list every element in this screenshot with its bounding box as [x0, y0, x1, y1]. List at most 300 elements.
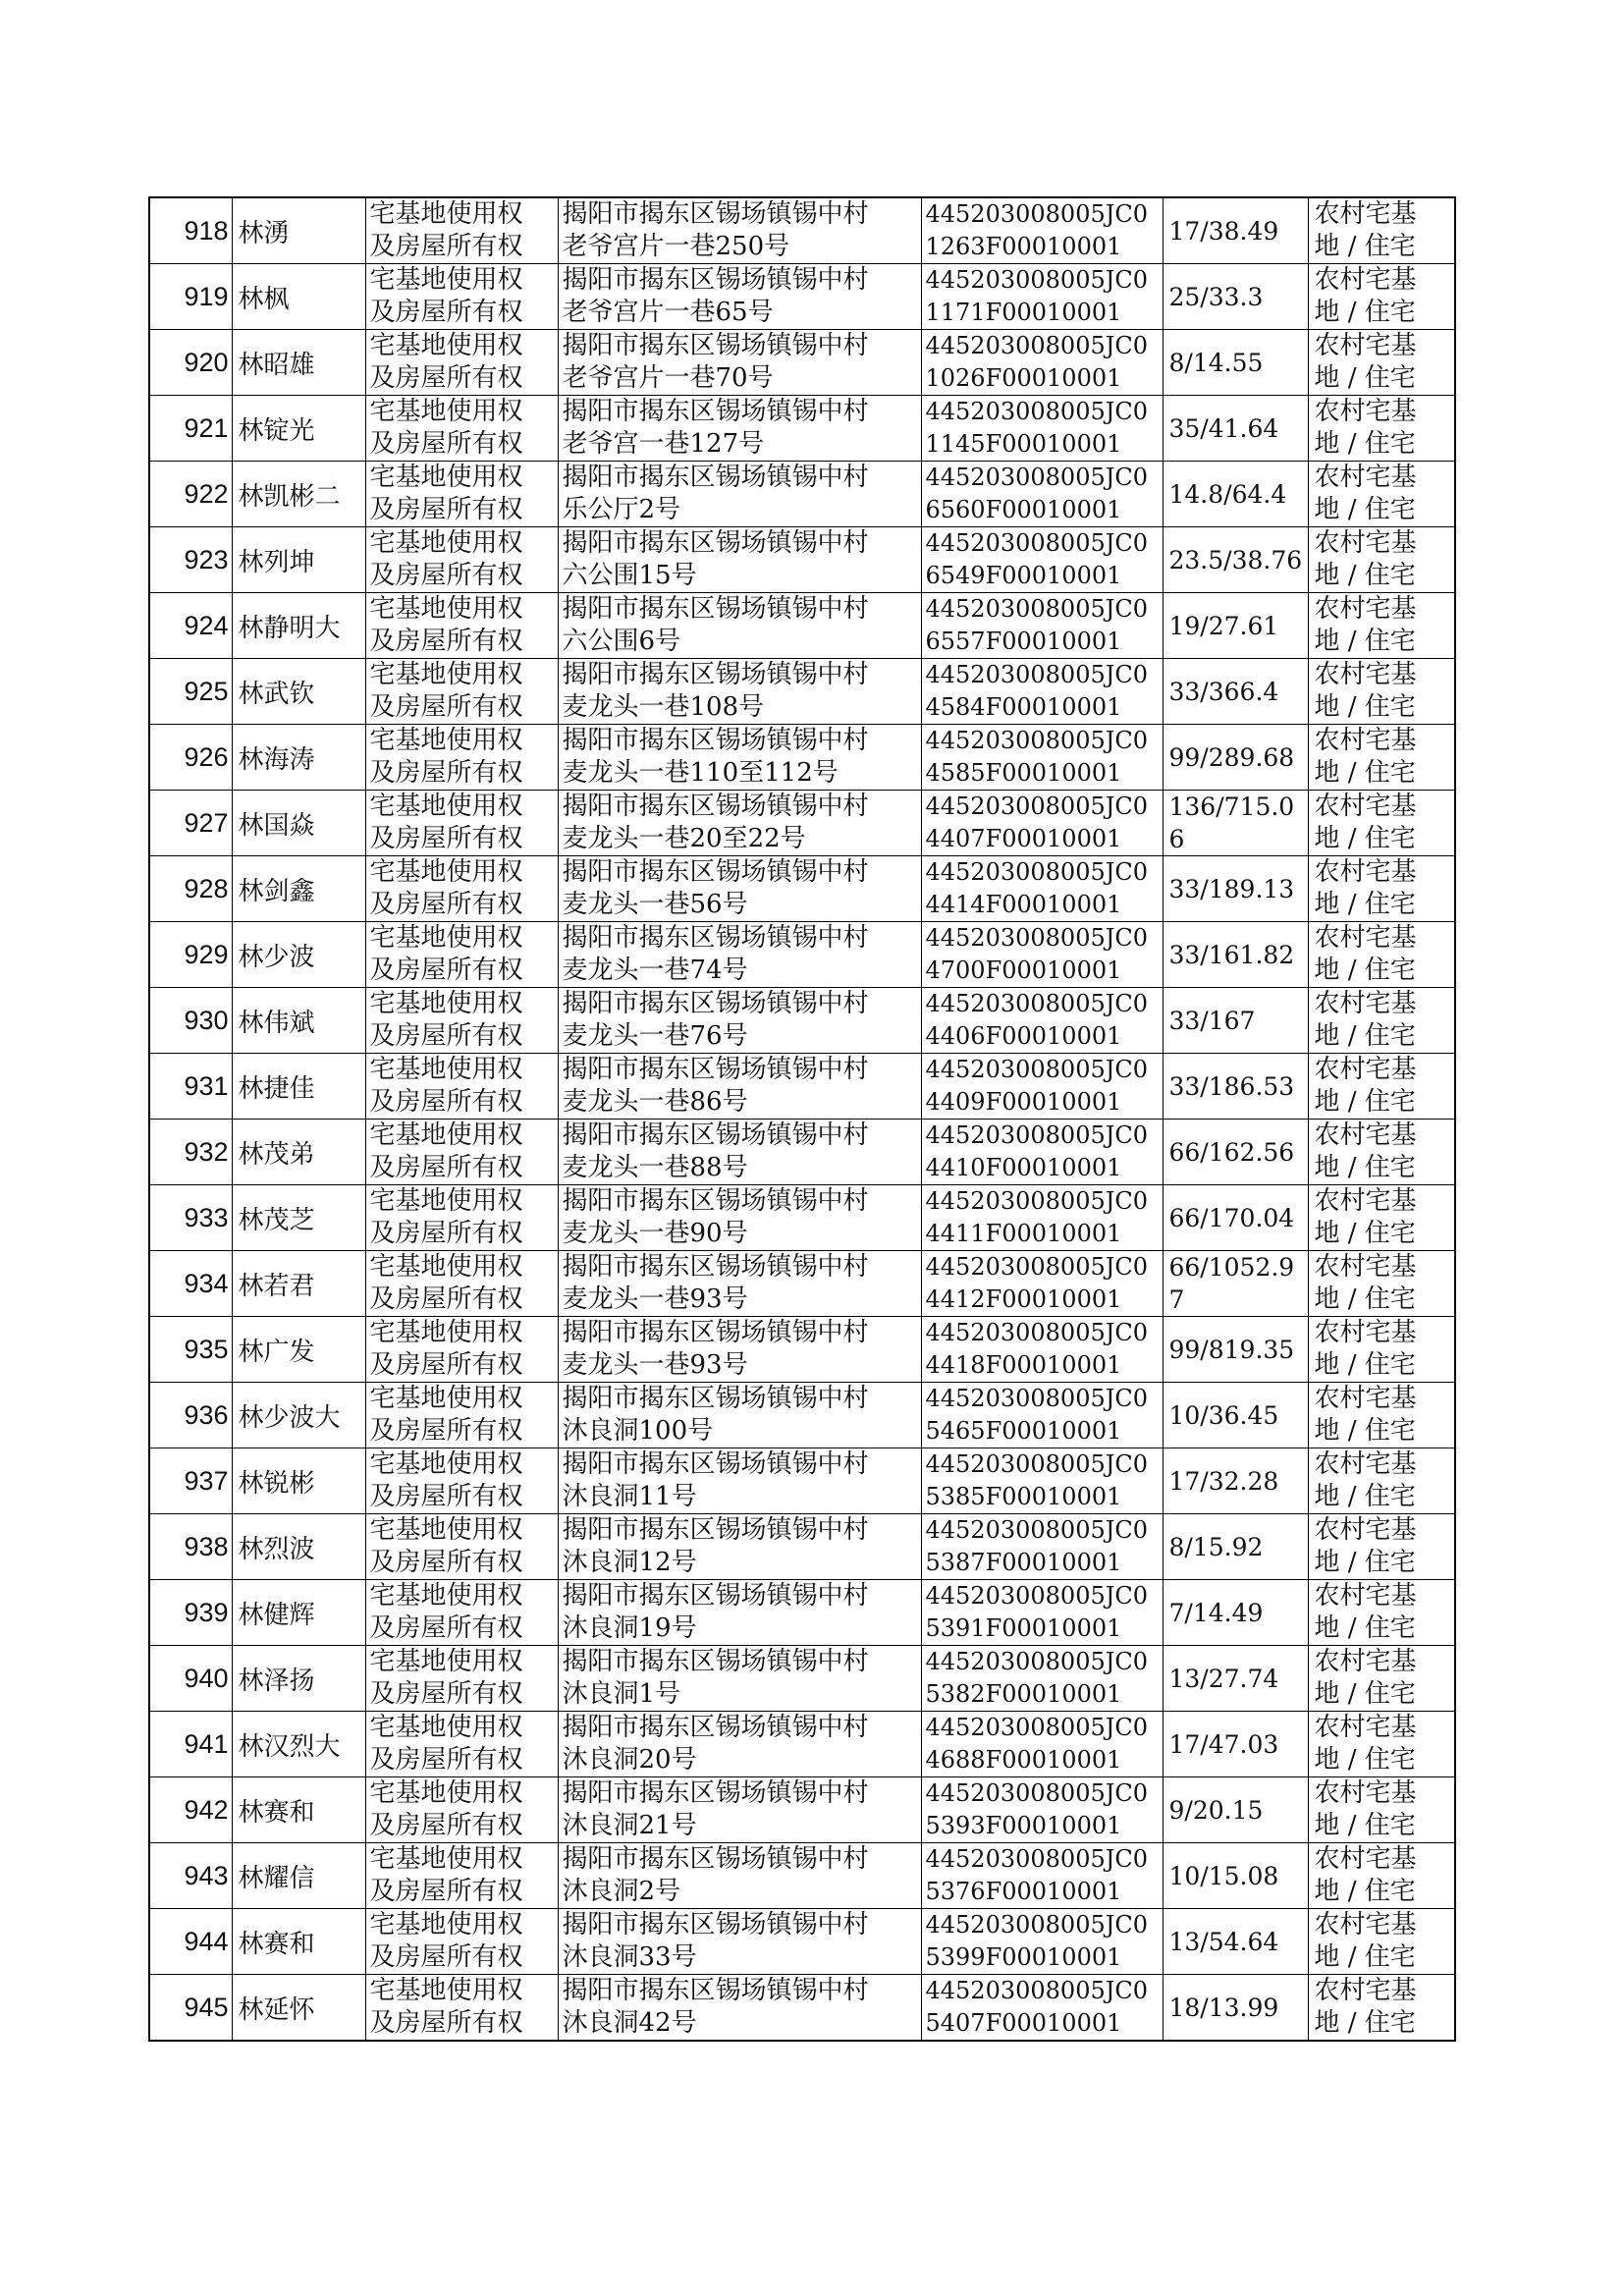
table-row — [149, 791, 1455, 856]
right-type — [365, 197, 558, 264]
land-use — [1308, 1646, 1455, 1712]
location-line: 揭阳市揭东区锡场镇锡中村 — [562, 792, 869, 821]
right-type-line: 宅基地使用权 — [369, 792, 523, 821]
area-value: 66/170.04 — [1163, 1185, 1308, 1251]
property-location — [558, 1317, 921, 1383]
area-value: 33/167 — [1163, 988, 1308, 1054]
row-number: 936 — [149, 1383, 232, 1448]
unit-code: 445203008005JC04584F00010001 — [921, 659, 1163, 725]
location-line: 揭阳市揭东区锡场镇锡中村 — [562, 1713, 869, 1742]
right-type-line: 及房屋所有权 — [369, 2008, 523, 2038]
land-use-line: 地 / 住宅 — [1314, 1942, 1416, 1972]
land-use-line: 地 / 住宅 — [1314, 232, 1416, 261]
land-use — [1308, 1909, 1455, 1975]
area-value: 17/47.03 — [1163, 1712, 1308, 1777]
owner-name: 林茂芝 — [232, 1185, 365, 1251]
right-type — [365, 1383, 558, 1448]
unit-code: 445203008005JC06560F00010001 — [921, 462, 1163, 527]
row-number: 931 — [149, 1054, 232, 1120]
property-location — [558, 527, 921, 593]
land-use-line: 农村宅基 — [1314, 1778, 1417, 1808]
unit-code: 445203008005JC04411F00010001 — [921, 1185, 1163, 1251]
owner-name: 林湧 — [232, 197, 365, 264]
location-line: 沐良洞20号 — [562, 1745, 697, 1775]
property-location — [558, 1120, 921, 1185]
row-number: 944 — [149, 1909, 232, 1975]
property-location — [558, 593, 921, 659]
area-value: 99/819.35 — [1163, 1317, 1308, 1383]
land-use-line: 农村宅基 — [1314, 726, 1417, 755]
right-type — [365, 527, 558, 593]
right-type — [365, 396, 558, 462]
property-location — [558, 264, 921, 330]
location-line: 揭阳市揭东区锡场镇锡中村 — [562, 1384, 869, 1413]
property-location — [558, 725, 921, 791]
right-type-line: 及房屋所有权 — [369, 627, 523, 656]
right-type — [365, 659, 558, 725]
location-line: 揭阳市揭东区锡场镇锡中村 — [562, 1055, 869, 1084]
land-use — [1308, 922, 1455, 988]
land-use — [1308, 1317, 1455, 1383]
table-row — [149, 1317, 1455, 1383]
owner-name: 林枫 — [232, 264, 365, 330]
property-location — [558, 1975, 921, 2042]
location-line: 揭阳市揭东区锡场镇锡中村 — [562, 1515, 869, 1545]
land-use — [1308, 856, 1455, 922]
property-location — [558, 1580, 921, 1646]
unit-code: 445203008005JC04412F00010001 — [921, 1251, 1163, 1317]
land-use — [1308, 527, 1455, 593]
right-type — [365, 1580, 558, 1646]
land-use — [1308, 1580, 1455, 1646]
property-location — [558, 1646, 921, 1712]
unit-code: 445203008005JC05376F00010001 — [921, 1843, 1163, 1909]
owner-name: 林列坤 — [232, 527, 365, 593]
land-use-line: 农村宅基 — [1314, 1581, 1417, 1611]
owner-name: 林健辉 — [232, 1580, 365, 1646]
area-value: 33/186.53 — [1163, 1054, 1308, 1120]
right-type-line: 及房屋所有权 — [369, 890, 523, 919]
right-type-line: 宅基地使用权 — [369, 989, 523, 1018]
location-line: 揭阳市揭东区锡场镇锡中村 — [562, 199, 869, 229]
row-number: 940 — [149, 1646, 232, 1712]
land-use-line: 农村宅基 — [1314, 923, 1417, 953]
land-use-line: 农村宅基 — [1314, 1120, 1417, 1150]
property-location — [558, 1054, 921, 1120]
row-number: 926 — [149, 725, 232, 791]
land-use-line: 农村宅基 — [1314, 1384, 1417, 1413]
location-line: 揭阳市揭东区锡场镇锡中村 — [562, 463, 869, 492]
land-use-line: 农村宅基 — [1314, 1318, 1417, 1347]
location-line: 揭阳市揭东区锡场镇锡中村 — [562, 265, 869, 295]
unit-code: 445203008005JC04585F00010001 — [921, 725, 1163, 791]
location-line: 揭阳市揭东区锡场镇锡中村 — [562, 1647, 869, 1676]
row-number: 928 — [149, 856, 232, 922]
unit-code: 445203008005JC04410F00010001 — [921, 1120, 1163, 1185]
right-type-line: 及房屋所有权 — [369, 824, 523, 853]
land-use-line: 地 / 住宅 — [1314, 1284, 1416, 1314]
owner-name: 林少波 — [232, 922, 365, 988]
table-row — [149, 1120, 1455, 1185]
property-location — [558, 1448, 921, 1514]
land-use-line: 农村宅基 — [1314, 1713, 1417, 1742]
land-use — [1308, 1975, 1455, 2042]
location-line: 沐良洞12号 — [562, 1548, 697, 1577]
owner-name: 林汉烈大 — [232, 1712, 365, 1777]
location-line: 揭阳市揭东区锡场镇锡中村 — [562, 594, 869, 624]
right-type-line: 宅基地使用权 — [369, 1581, 523, 1611]
area-value: 13/27.74 — [1163, 1646, 1308, 1712]
location-line: 麦龙头一巷108号 — [562, 692, 765, 722]
land-use-line: 地 / 住宅 — [1314, 1482, 1416, 1511]
right-type-line: 及房屋所有权 — [369, 1284, 523, 1314]
unit-code: 445203008005JC04688F00010001 — [921, 1712, 1163, 1777]
land-use-line: 地 / 住宅 — [1314, 298, 1416, 327]
owner-name: 林泽扬 — [232, 1646, 365, 1712]
right-type — [365, 856, 558, 922]
property-location — [558, 1185, 921, 1251]
right-type-line: 及房屋所有权 — [369, 1087, 523, 1117]
right-type-line: 及房屋所有权 — [369, 1942, 523, 1972]
row-number: 923 — [149, 527, 232, 593]
property-location — [558, 1514, 921, 1580]
row-number: 929 — [149, 922, 232, 988]
table-row — [149, 1712, 1455, 1777]
land-use-line: 农村宅基 — [1314, 397, 1417, 426]
right-type-line: 宅基地使用权 — [369, 1976, 523, 2005]
table-row — [149, 1514, 1455, 1580]
land-use-line: 地 / 住宅 — [1314, 956, 1416, 985]
right-type — [365, 462, 558, 527]
land-use-line: 农村宅基 — [1314, 265, 1417, 295]
land-use-line: 地 / 住宅 — [1314, 1548, 1416, 1577]
property-location — [558, 856, 921, 922]
location-line: 揭阳市揭东区锡场镇锡中村 — [562, 331, 869, 360]
unit-code: 445203008005JC05391F00010001 — [921, 1580, 1163, 1646]
table-row — [149, 856, 1455, 922]
land-use-line: 地 / 住宅 — [1314, 1745, 1416, 1775]
right-type — [365, 1317, 558, 1383]
owner-name: 林延怀 — [232, 1975, 365, 2042]
right-type-line: 宅基地使用权 — [369, 1318, 523, 1347]
row-number: 939 — [149, 1580, 232, 1646]
land-use-line: 农村宅基 — [1314, 1449, 1417, 1479]
property-location — [558, 922, 921, 988]
owner-name: 林少波大 — [232, 1383, 365, 1448]
owner-name: 林锭光 — [232, 396, 365, 462]
location-line: 乐公厅2号 — [562, 495, 681, 524]
land-use — [1308, 1448, 1455, 1514]
location-line: 老爷宫一巷127号 — [562, 429, 765, 459]
table-row — [149, 462, 1455, 527]
unit-code: 445203008005JC06549F00010001 — [921, 527, 1163, 593]
property-location — [558, 1383, 921, 1448]
owner-name: 林剑鑫 — [232, 856, 365, 922]
row-number: 927 — [149, 791, 232, 856]
right-type-line: 宅基地使用权 — [369, 923, 523, 953]
row-number: 941 — [149, 1712, 232, 1777]
right-type-line: 宅基地使用权 — [369, 726, 523, 755]
owner-name: 林耀信 — [232, 1843, 365, 1909]
land-use — [1308, 1712, 1455, 1777]
right-type-line: 宅基地使用权 — [369, 265, 523, 295]
area-value: 17/32.28 — [1163, 1448, 1308, 1514]
land-use-line: 农村宅基 — [1314, 528, 1417, 558]
land-use — [1308, 1120, 1455, 1185]
owner-name: 林锐彬 — [232, 1448, 365, 1514]
location-line: 揭阳市揭东区锡场镇锡中村 — [562, 1910, 869, 1940]
property-location — [558, 396, 921, 462]
area-value: 33/189.13 — [1163, 856, 1308, 922]
right-type-line: 宅基地使用权 — [369, 1186, 523, 1216]
property-location — [558, 1777, 921, 1843]
row-number: 922 — [149, 462, 232, 527]
right-type — [365, 1712, 558, 1777]
area-value: 23.5/38.76 — [1163, 527, 1308, 593]
location-line: 麦龙头一巷93号 — [562, 1284, 748, 1314]
table-row — [149, 1448, 1455, 1514]
table-row — [149, 988, 1455, 1054]
area-value: 33/161.82 — [1163, 922, 1308, 988]
land-use — [1308, 791, 1455, 856]
owner-name: 林凯彬二 — [232, 462, 365, 527]
land-use — [1308, 396, 1455, 462]
unit-code: 445203008005JC01145F00010001 — [921, 396, 1163, 462]
row-number: 930 — [149, 988, 232, 1054]
unit-code: 445203008005JC05407F00010001 — [921, 1975, 1163, 2042]
land-use — [1308, 1251, 1455, 1317]
location-line: 麦龙头一巷90号 — [562, 1219, 748, 1248]
owner-name: 林武钦 — [232, 659, 365, 725]
owner-name: 林捷佳 — [232, 1054, 365, 1120]
property-location — [558, 988, 921, 1054]
land-use-line: 地 / 住宅 — [1314, 495, 1416, 524]
table-row — [149, 1251, 1455, 1317]
land-use-line: 农村宅基 — [1314, 1055, 1417, 1084]
land-use-line: 地 / 住宅 — [1314, 1153, 1416, 1182]
area-value: 33/366.4 — [1163, 659, 1308, 725]
location-line: 六公围15号 — [562, 561, 697, 590]
land-use — [1308, 1843, 1455, 1909]
location-line: 麦龙头一巷93号 — [562, 1350, 748, 1380]
land-use-line: 农村宅基 — [1314, 1976, 1417, 2005]
location-line: 麦龙头一巷56号 — [562, 890, 748, 919]
land-use — [1308, 593, 1455, 659]
table-row — [149, 527, 1455, 593]
property-location — [558, 1712, 921, 1777]
right-type-line: 及房屋所有权 — [369, 1153, 523, 1182]
land-use-line: 地 / 住宅 — [1314, 890, 1416, 919]
right-type-line: 宅基地使用权 — [369, 1647, 523, 1676]
property-location — [558, 197, 921, 264]
land-use-line: 农村宅基 — [1314, 463, 1417, 492]
row-number: 921 — [149, 396, 232, 462]
right-type-line: 宅基地使用权 — [369, 1449, 523, 1479]
unit-code: 445203008005JC04418F00010001 — [921, 1317, 1163, 1383]
right-type-line: 及房屋所有权 — [369, 1679, 523, 1709]
location-line: 揭阳市揭东区锡场镇锡中村 — [562, 857, 869, 887]
owner-name: 林昭雄 — [232, 330, 365, 396]
land-use-line: 农村宅基 — [1314, 594, 1417, 624]
right-type — [365, 1251, 558, 1317]
location-line: 沐良洞42号 — [562, 2008, 697, 2038]
table-row — [149, 1185, 1455, 1251]
location-line: 揭阳市揭东区锡场镇锡中村 — [562, 1252, 869, 1282]
table-row — [149, 1777, 1455, 1843]
right-type-line: 宅基地使用权 — [369, 1515, 523, 1545]
property-location — [558, 330, 921, 396]
right-type-line: 宅基地使用权 — [369, 1844, 523, 1874]
right-type — [365, 593, 558, 659]
unit-code: 445203008005JC06557F00010001 — [921, 593, 1163, 659]
land-use — [1308, 1054, 1455, 1120]
property-location — [558, 1843, 921, 1909]
land-use-line: 农村宅基 — [1314, 199, 1417, 229]
area-value: 18/13.99 — [1163, 1975, 1308, 2042]
owner-name: 林广发 — [232, 1317, 365, 1383]
land-use-line: 地 / 住宅 — [1314, 363, 1416, 393]
right-type-line: 及房屋所有权 — [369, 1877, 523, 1906]
table-row — [149, 197, 1455, 264]
location-line: 揭阳市揭东区锡场镇锡中村 — [562, 1449, 869, 1479]
unit-code: 445203008005JC04406F00010001 — [921, 988, 1163, 1054]
right-type — [365, 1843, 558, 1909]
unit-code: 445203008005JC05385F00010001 — [921, 1448, 1163, 1514]
property-location — [558, 1909, 921, 1975]
land-use-line: 农村宅基 — [1314, 1844, 1417, 1874]
row-number: 933 — [149, 1185, 232, 1251]
area-value: 7/14.49 — [1163, 1580, 1308, 1646]
unit-code: 445203008005JC04700F00010001 — [921, 922, 1163, 988]
land-use-line: 地 / 住宅 — [1314, 1087, 1416, 1117]
right-type-line: 及房屋所有权 — [369, 1811, 523, 1840]
right-type-line: 宅基地使用权 — [369, 331, 523, 360]
table-row — [149, 659, 1455, 725]
location-line: 揭阳市揭东区锡场镇锡中村 — [562, 726, 869, 755]
land-use — [1308, 988, 1455, 1054]
land-use — [1308, 1514, 1455, 1580]
location-line: 沐良洞19号 — [562, 1613, 697, 1643]
location-line: 麦龙头一巷76号 — [562, 1021, 748, 1051]
row-number: 945 — [149, 1975, 232, 2042]
land-use-line: 地 / 住宅 — [1314, 1219, 1416, 1248]
row-number: 942 — [149, 1777, 232, 1843]
location-line: 麦龙头一巷74号 — [562, 956, 748, 985]
row-number: 918 — [149, 197, 232, 264]
right-type-line: 及房屋所有权 — [369, 1613, 523, 1643]
row-number: 925 — [149, 659, 232, 725]
row-number: 920 — [149, 330, 232, 396]
right-type — [365, 1909, 558, 1975]
land-use-line: 农村宅基 — [1314, 660, 1417, 689]
row-number: 932 — [149, 1120, 232, 1185]
right-type — [365, 791, 558, 856]
location-line: 麦龙头一巷20至22号 — [562, 824, 806, 853]
location-line: 六公围6号 — [562, 627, 681, 656]
unit-code: 445203008005JC05465F00010001 — [921, 1383, 1163, 1448]
unit-code: 445203008005JC01026F00010001 — [921, 330, 1163, 396]
land-use-line: 农村宅基 — [1314, 1186, 1417, 1216]
right-type-line: 及房屋所有权 — [369, 298, 523, 327]
table-row — [149, 264, 1455, 330]
property-registry-table — [148, 196, 1456, 2042]
land-use-line: 农村宅基 — [1314, 1910, 1417, 1940]
table-row — [149, 1580, 1455, 1646]
right-type-line: 宅基地使用权 — [369, 528, 523, 558]
land-use — [1308, 659, 1455, 725]
right-type-line: 宅基地使用权 — [369, 857, 523, 887]
right-type-line: 及房屋所有权 — [369, 758, 523, 788]
land-use-line: 地 / 住宅 — [1314, 1613, 1416, 1643]
unit-code: 445203008005JC01263F00010001 — [921, 197, 1163, 264]
owner-name: 林国焱 — [232, 791, 365, 856]
row-number: 938 — [149, 1514, 232, 1580]
land-use — [1308, 1185, 1455, 1251]
right-type — [365, 1185, 558, 1251]
right-type-line: 及房屋所有权 — [369, 956, 523, 985]
right-type-line: 及房屋所有权 — [369, 1021, 523, 1051]
right-type-line: 及房屋所有权 — [369, 363, 523, 393]
right-type — [365, 1120, 558, 1185]
location-line: 揭阳市揭东区锡场镇锡中村 — [562, 923, 869, 953]
registry-table-body — [149, 197, 1455, 2041]
unit-code: 445203008005JC05382F00010001 — [921, 1646, 1163, 1712]
unit-code: 445203008005JC01171F00010001 — [921, 264, 1163, 330]
owner-name: 林伟斌 — [232, 988, 365, 1054]
location-line: 揭阳市揭东区锡场镇锡中村 — [562, 660, 869, 689]
right-type — [365, 1448, 558, 1514]
area-value: 10/36.45 — [1163, 1383, 1308, 1448]
area-value: 14.8/64.4 — [1163, 462, 1308, 527]
area-value: 17/38.49 — [1163, 197, 1308, 264]
right-type-line: 宅基地使用权 — [369, 463, 523, 492]
unit-code: 445203008005JC04407F00010001 — [921, 791, 1163, 856]
area-value: 66/1052.97 — [1163, 1251, 1308, 1317]
right-type-line: 及房屋所有权 — [369, 1350, 523, 1380]
right-type — [365, 1777, 558, 1843]
area-value: 136/715.06 — [1163, 791, 1308, 856]
area-value: 10/15.08 — [1163, 1843, 1308, 1909]
row-number: 943 — [149, 1843, 232, 1909]
right-type-line: 及房屋所有权 — [369, 1416, 523, 1446]
land-use-line: 地 / 住宅 — [1314, 758, 1416, 788]
right-type-line: 及房屋所有权 — [369, 561, 523, 590]
location-line: 揭阳市揭东区锡场镇锡中村 — [562, 1976, 869, 2005]
table-row — [149, 725, 1455, 791]
right-type-line: 及房屋所有权 — [369, 1548, 523, 1577]
land-use — [1308, 1383, 1455, 1448]
area-value: 66/162.56 — [1163, 1120, 1308, 1185]
location-line: 沐良洞1号 — [562, 1679, 681, 1709]
right-type-line: 及房屋所有权 — [369, 1482, 523, 1511]
right-type — [365, 1646, 558, 1712]
land-use — [1308, 264, 1455, 330]
table-row — [149, 1909, 1455, 1975]
location-line: 揭阳市揭东区锡场镇锡中村 — [562, 528, 869, 558]
land-use-line: 农村宅基 — [1314, 857, 1417, 887]
location-line: 老爷宫片一巷65号 — [562, 298, 774, 327]
property-location — [558, 462, 921, 527]
area-value: 13/54.64 — [1163, 1909, 1308, 1975]
owner-name: 林赛和 — [232, 1909, 365, 1975]
location-line: 揭阳市揭东区锡场镇锡中村 — [562, 1844, 869, 1874]
land-use-line: 地 / 住宅 — [1314, 627, 1416, 656]
land-use-line: 地 / 住宅 — [1314, 429, 1416, 459]
location-line: 麦龙头一巷86号 — [562, 1087, 748, 1117]
location-line: 沐良洞33号 — [562, 1942, 697, 1972]
land-use-line: 农村宅基 — [1314, 1647, 1417, 1676]
table-row — [149, 1975, 1455, 2042]
